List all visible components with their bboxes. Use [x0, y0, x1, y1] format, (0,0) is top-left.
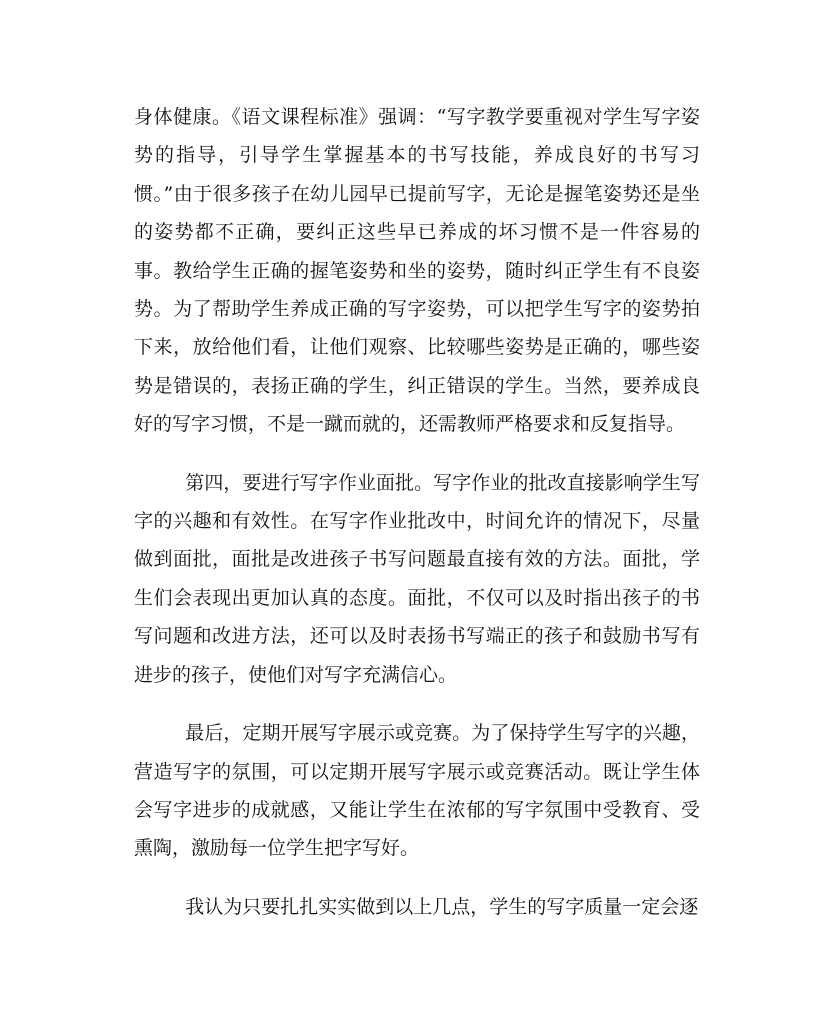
- paragraph-conclusion: 我认为只要扎扎实实做到以上几点，学生的写字质量一定会逐: [185, 895, 699, 918]
- paragraph-face-grading: 第四，要进行写字作业面批。写字作业的批改直接影响学生写字的兴趣和有效性。在写字作业批改中，时间允许的情况下，尽量做到面批，面批是改进孩子书写问题最直接有效的方法。面批，学生们会表现出更加认真的态度。面批，不仅可以及时指出孩子的书写问题和改进方法，还可以及时表扬书写端正的孩子和鼓励书写有进步的孩子，使他们对写字充满信心。: [134, 471, 700, 686]
- paragraph-exhibition: 最后，定期开展写字展示或竞赛。为了保持学生写字的兴趣，营造写字的氛围，可以定期开展写字展示或竞赛活动。既让学生体会写字进步的成就感，又能让学生在浓郁的写字氛围中受教育、受熏陶，激励每一位学生把字写好。: [134, 722, 700, 860]
- paragraph-posture: 身体健康。《语文课程标准》强调：“写字教学要重视对学生写字姿势的指导，引导学生掌握基本的书写技能，养成良好的书写习惯。”由于很多孩子在幼儿园早已提前写字，无论是握笔姿势还是坐的姿势都不正确，要纠正这些早已养成的坏习惯不是一件容易的事。教给学生正确的握笔姿势和坐的姿势，随时纠正学生有不良姿势。为了帮助学生养成正确的写字姿势，可以把学生写字的姿势拍下来，放给他们看，让他们观察、比较哪些姿势是正确的，哪些姿势是错误的，表扬正确的学生，纠正错误的学生。当然，要养成良好的写字习惯，不是一蹴而就的，还需教师严格要求和反复指导。: [134, 106, 700, 436]
- document-body: [134, 98, 700, 926]
